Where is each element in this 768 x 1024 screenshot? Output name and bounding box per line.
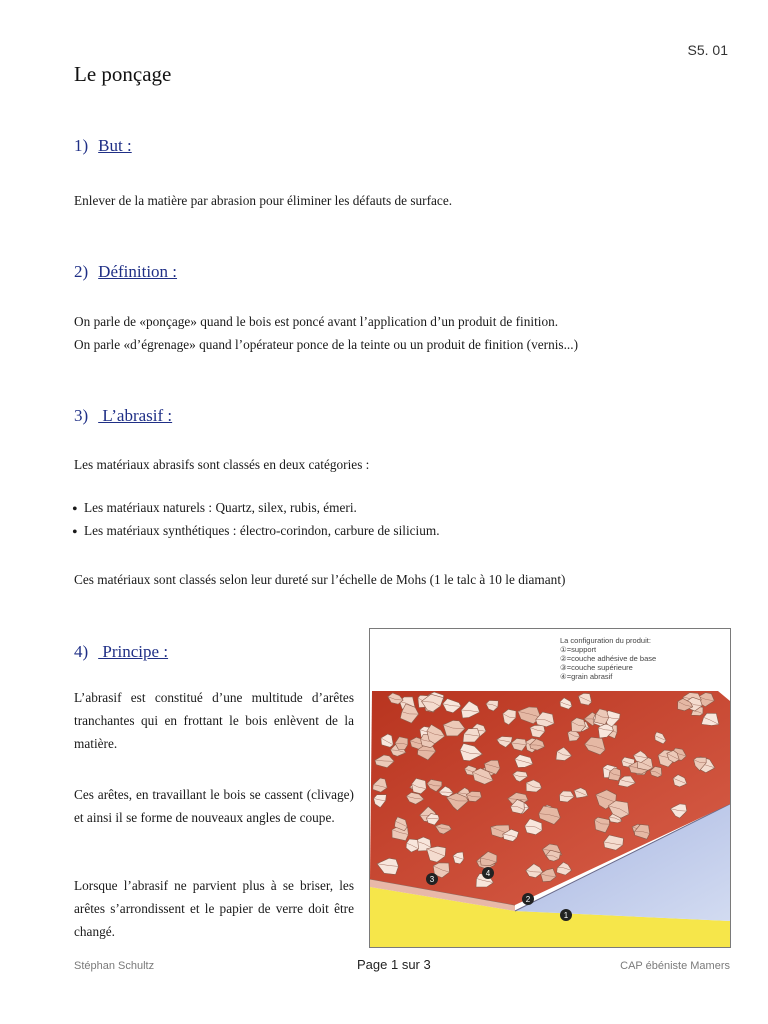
legend-item: ①=support (560, 645, 597, 654)
page-title: Le ponçage (74, 62, 172, 86)
section-heading-but (74, 136, 132, 156)
legend-item: ④=grain abrasif (560, 672, 613, 681)
marker-2-icon (522, 893, 534, 905)
marker-label: 4 (485, 869, 491, 878)
footer-author: Stéphan Schultz (74, 960, 155, 972)
legend-item: ②=couche adhésive de base (560, 654, 657, 663)
definition-line-1: On parle de «ponçage» quand le bois est poncé avant l’application d’un produit de finition. (74, 314, 559, 329)
abrasif-intro: Les matériaux abrasifs sont classés en deux catégories : (74, 457, 370, 472)
but-text: Enlever de la matière par abrasion pour éliminer les défauts de surface. (74, 193, 453, 208)
legend-item: ③=couche supérieure (560, 663, 633, 672)
list-item (72, 500, 357, 519)
marker-4-icon (482, 867, 494, 879)
principe-paragraph-3: Lorsque l’abrasif ne parvient plus à se briser, les arêtes s’arrondissent et le papier de verre doit être changé. (74, 878, 354, 939)
marker-label: 2 (525, 895, 531, 904)
marker-label: 3 (429, 875, 435, 884)
section-label: L’abrasif : (98, 406, 173, 425)
section-heading-definition (74, 262, 177, 282)
abrasive-structure-figure (369, 628, 731, 948)
abrasive-illustration (370, 629, 730, 947)
section-number: 3) (74, 406, 89, 425)
section-number: 2) (74, 262, 89, 281)
definition-line-2: On parle «d’égrenage» quand l’opérateur ponce de la teinte ou un produit de finition (vernis...) (74, 337, 578, 352)
footer-course: CAP ébéniste Mamers (620, 960, 730, 972)
section-number: 1) (74, 136, 89, 155)
marker-3-icon (426, 873, 438, 885)
section-number: 4) (74, 642, 89, 661)
footer-page-number: Page 1 sur 3 (357, 957, 431, 972)
principe-paragraph-2: Ces arêtes, en travaillant le bois se cassent (clivage) et ainsi il se forme de nouveaux angles de coupe. (74, 787, 354, 825)
section-heading-abrasif (74, 406, 172, 426)
principe-paragraph-1: L’abrasif est constitué d’une multitude d’arêtes tranchantes qui en frottant le bois enlèvent de la matière. (74, 690, 354, 751)
legend-title: La configuration du produit: (560, 636, 651, 645)
list-item-text: Les matériaux synthétiques : électro-corindon, carbure de silicium. (84, 523, 440, 538)
section-label: Principe : (98, 642, 169, 661)
bullet-icon: • (72, 501, 78, 518)
list-item-text: Les matériaux naturels : Quartz, silex, rubis, émeri. (84, 500, 357, 515)
bullet-icon: • (72, 524, 78, 541)
section-label: But : (98, 136, 132, 155)
marker-label: 1 (563, 911, 569, 920)
section-label: Définition : (98, 262, 178, 281)
marker-1-icon (560, 909, 572, 921)
section-heading-principe (74, 642, 168, 662)
abrasif-mohs: Ces matériaux sont classés selon leur dureté sur l’échelle de Mohs (1 le talc à 10 le diamant) (74, 572, 566, 587)
document-reference: S5. 01 (687, 42, 728, 58)
list-item (72, 523, 440, 542)
